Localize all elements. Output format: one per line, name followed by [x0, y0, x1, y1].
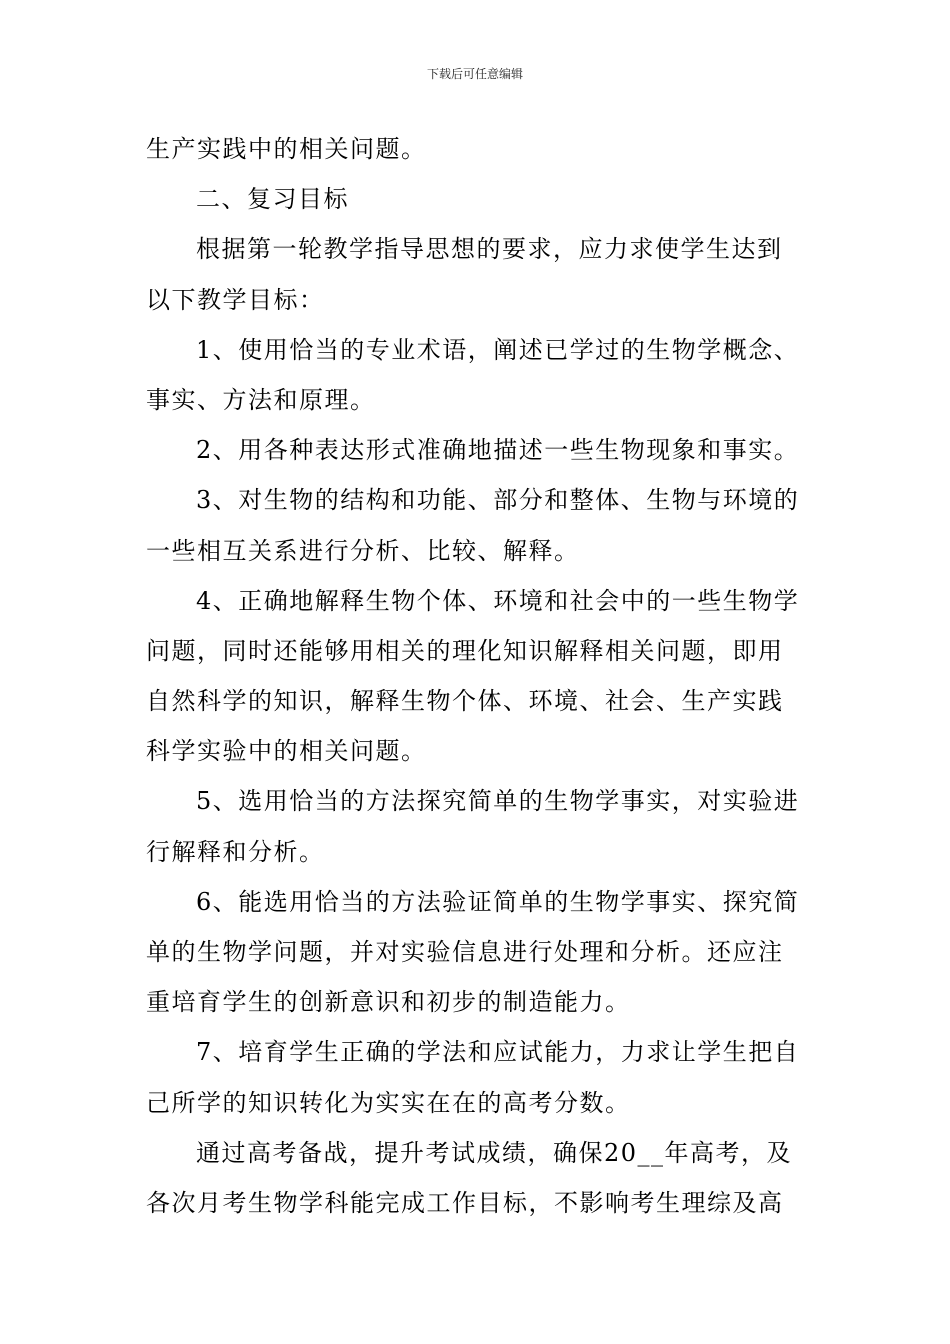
text-line: 单的生物学问题，并对实验信息进行处理和分析。还应注 — [146, 938, 784, 966]
list-item-4: 4、正确地解释生物个体、环境和社会中的一些生物学 — [196, 586, 800, 615]
text-line: 科学实验中的相关问题。 — [146, 737, 427, 766]
text-line: 问题，同时还能够用相关的理化知识解释相关问题，即用 — [146, 636, 784, 665]
text-line: 生产实践中的相关问题。 — [146, 135, 427, 163]
list-item-1: 1、使用恰当的专业术语，阐述已学过的生物学概念、 — [196, 335, 800, 364]
list-item-3: 3、对生物的结构和功能、部分和整体、生物与环境的 — [196, 486, 800, 515]
text-line: 行解释和分析。 — [146, 837, 325, 866]
text-line: 自然科学的知识，解释生物个体、环境、社会、生产实践 — [146, 687, 784, 716]
text-line: 己所学的知识转化为实实在在的高考分数。 — [146, 1088, 631, 1117]
text-line: 重培育学生的创新意识和初步的制造能力。 — [146, 988, 631, 1017]
list-item-5: 5、选用恰当的方法探究简单的生物学事实，对实验进 — [196, 787, 800, 816]
page-header: 下载后可任意编辑 — [426, 67, 523, 81]
list-item-2: 2、用各种表达形式准确地描述一些生物现象和事实。 — [196, 436, 800, 465]
text-line: 一些相互关系进行分析、比较、解释。 — [146, 536, 580, 565]
document-body — [146, 124, 806, 1228]
text-line: 事实、方法和原理。 — [146, 385, 376, 414]
section-heading: 二、复习目标 — [196, 185, 349, 214]
text-line: 以下教学目标： — [146, 285, 325, 314]
text-line: 各次月考生物学科能完成工作目标，不影响考生理综及高 — [146, 1188, 784, 1217]
list-item-6: 6、能选用恰当的方法验证简单的生物学事实、探究简 — [196, 887, 800, 916]
text-line: 根据第一轮教学指导思想的要求，应力求使学生达到 — [196, 235, 783, 264]
text-line: 通过高考备战，提升考试成绩，确保20__年高考，及 — [196, 1138, 793, 1167]
list-item-7: 7、培育学生正确的学法和应试能力，力求让学生把自 — [196, 1038, 800, 1067]
